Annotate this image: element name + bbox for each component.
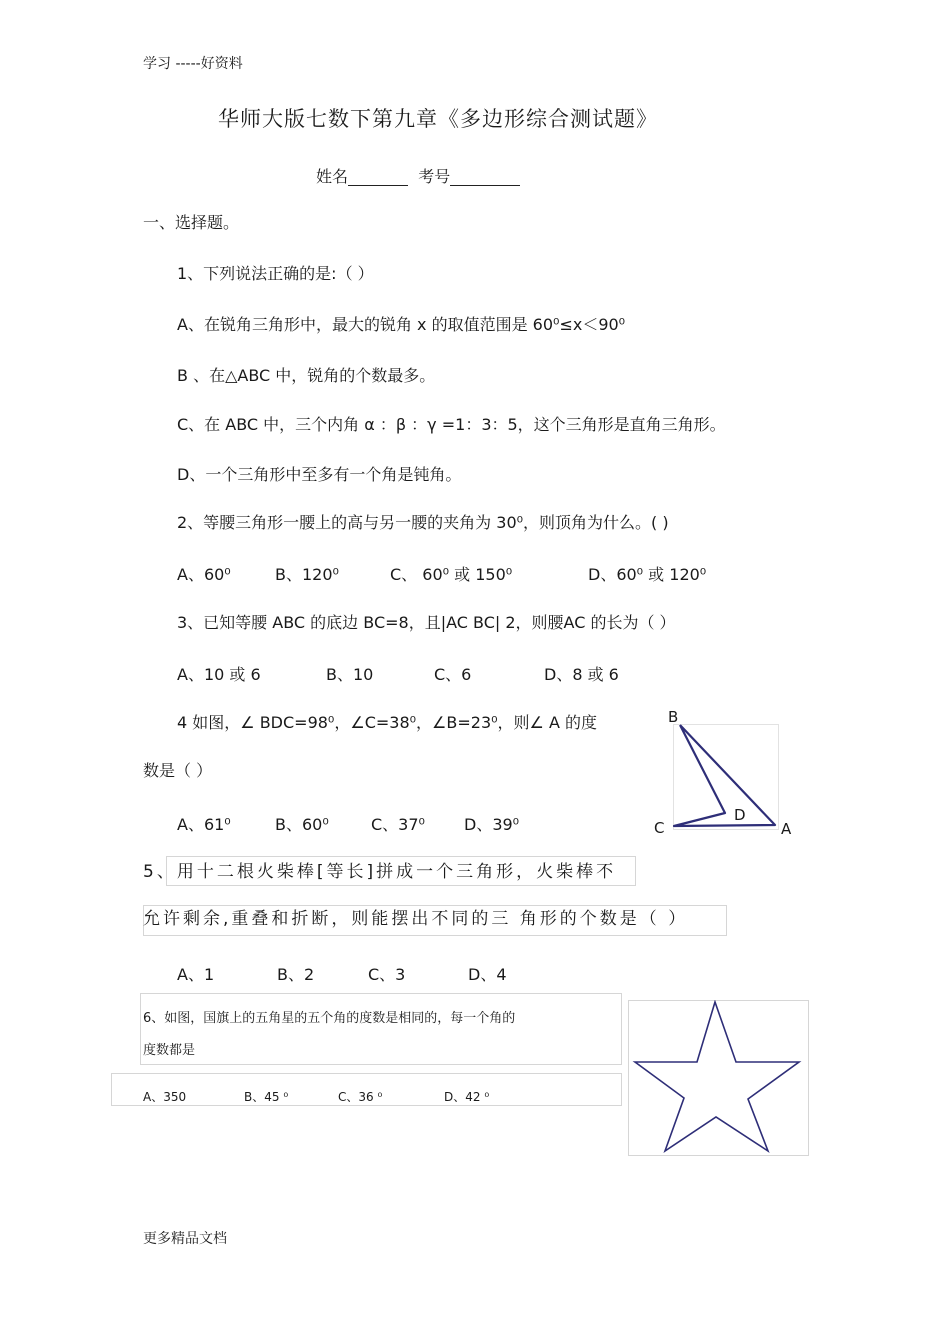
q4-option-c: C、37⁰ [371, 815, 425, 834]
student-info-line [316, 161, 520, 186]
q6-star-figure [628, 1000, 808, 1155]
q1-stem: 1、下列说法正确的是:（ ） [177, 264, 374, 283]
q6-stem-frame [140, 993, 622, 1065]
q6-line1: 6、如图，国旗上的五角星的五个角的度数是相同的，每一个角的 [143, 1011, 516, 1026]
q3-stem: 3、已知等腰 ABC 的底边 BC=8，且|AC BC| 2，则腰AC 的长为（ ） [177, 613, 676, 632]
q4-option-b: B、60⁰ [275, 815, 329, 834]
q5-option-c: C、3 [368, 965, 406, 984]
q1-option-b: B 、在△ABC 中，锐角的个数最多。 [177, 366, 436, 385]
page-header: 学习 -----好资料 [143, 56, 243, 72]
q5-option-a: A、1 [177, 965, 215, 984]
q4-option-a: A、61⁰ [177, 815, 231, 834]
q4-stem-line1: 4 如图，∠ BDC=98⁰，∠C=38⁰，∠B=23⁰，则∠ A 的度 [177, 713, 598, 732]
q4-option-d: D、39⁰ [464, 815, 520, 834]
q5-option-b: B、2 [277, 965, 315, 984]
q2-option-b: B、120⁰ [275, 565, 339, 584]
q2-option-a: A、60⁰ [177, 565, 231, 584]
q3-option-b: B、10 [326, 665, 374, 684]
q6-option-c: C、36 ⁰ [338, 1090, 383, 1104]
name-label: 姓名 [316, 166, 349, 186]
q5-option-d: D、4 [468, 965, 507, 984]
page-footer: 更多精品文档 [143, 1231, 227, 1247]
q4-stem-line2: 数是（ ） [143, 761, 213, 780]
q4-label-a: A [781, 820, 792, 838]
id-label: 考号 [418, 166, 451, 186]
q5-line2-text: 允许剩余,重叠和折断，则能摆出不同的三 角形的个数是（ ） [143, 909, 689, 929]
q2-option-d: D、60⁰ 或 120⁰ [588, 565, 707, 584]
q6-option-b: B、45 ⁰ [244, 1090, 289, 1104]
q3-option-a: A、10 或 6 [177, 665, 261, 684]
q3-option-d: D、8 或 6 [544, 665, 619, 684]
q4-label-d: D [734, 806, 746, 824]
q6-option-d: D、42 ⁰ [444, 1090, 490, 1104]
star-icon [635, 1002, 799, 1151]
q1-option-d: D、一个三角形中至多有一个角是钝角。 [177, 465, 462, 484]
q2-option-c: C、 60⁰ 或 150⁰ [390, 565, 513, 584]
name-blank [348, 161, 408, 186]
q4-label-c: C [654, 819, 665, 837]
q2-stem: 2、等腰三角形一腰上的高与另一腰的夹角为 30⁰，则顶角为什么。( ) [177, 513, 669, 532]
q1-option-a: A、在锐角三角形中，最大的锐角 x 的取值范围是 60⁰≤x＜90⁰ [177, 315, 626, 334]
q1-option-c: C、在 ABC 中，三个内角 α ：β ：γ =1：3：5，这个三角形是直角三角形。 [177, 415, 726, 434]
id-blank [450, 161, 520, 186]
q5-line1-text: 5、用十二根火柴棒[等长]拼成一个三角形，火柴棒不 [143, 862, 617, 882]
q3-option-c: C、6 [434, 665, 472, 684]
page-title: 华师大版七数下第九章《多边形综合测试题》 [218, 107, 658, 131]
q4-label-b: B [668, 708, 679, 726]
q5-line1 [143, 862, 616, 882]
triangle-outline [674, 725, 775, 826]
q5-line2 [143, 909, 688, 929]
section-heading: 一、选择题。 [143, 213, 240, 232]
q6-option-a: A、350 [143, 1090, 187, 1104]
q4-triangle-figure [660, 715, 790, 840]
q6-line2: 度数都是 [143, 1043, 196, 1058]
